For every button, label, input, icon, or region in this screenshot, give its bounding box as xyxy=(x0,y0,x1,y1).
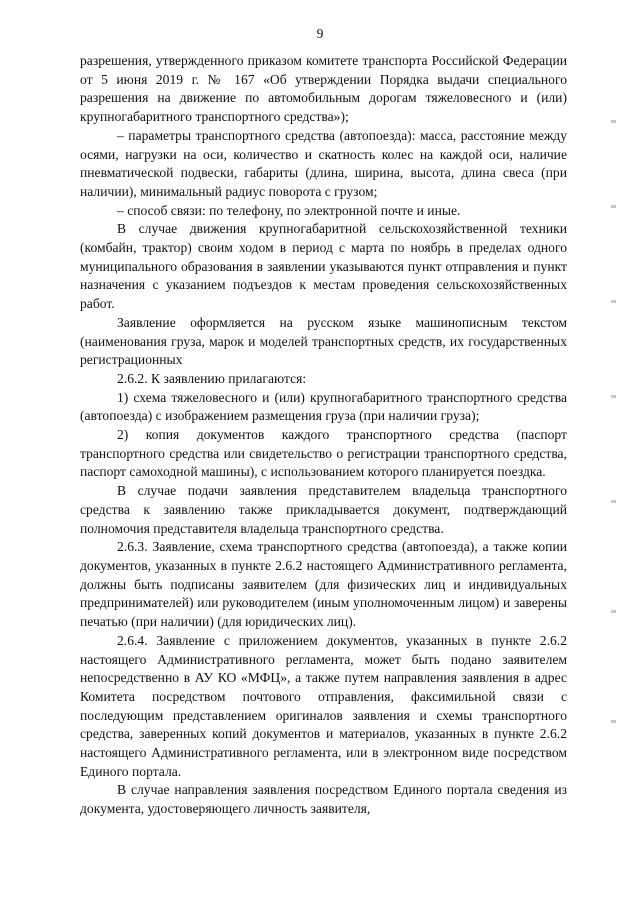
paragraph: 2.6.3. Заявление, схема транспортного средства (автопоезда), а также копии документов, указанных в пункте 2.6.2 настоящего Административного регламента, должны быть подписаны заявителем (для физических лиц и индивидуальных предпринимателей) или руководителем (иным уполномоченным лицом) и заверены печатью (при наличии) (для юридических лиц). xyxy=(80,539,567,630)
paragraph: 2.6.2. К заявлению прилагаются: xyxy=(117,370,307,386)
paragraph: 2.6.4. Заявление с приложением документов, указанных в пункте 2.6.2 настоящего Административного регламента, может быть подано заявителем непосредственно в АУ КО «МФЦ», а также путем направления заявления в адрес Комитета посредством почтового отправления, факсимильной связи с последующим представлением оригиналов заявления и схемы транспортного средства, заверенных копий документов и материалов, указанных в пункте 2.6.2 настоящего Административного регламента, или в электронном виде посредством Единого портала. xyxy=(80,632,567,779)
scan-margin-mark xyxy=(611,120,616,123)
scan-margin-mark xyxy=(611,395,616,398)
paragraph: В случае направления заявления посредством Единого портала сведения из документа, удостоверяющего личность заявителя, xyxy=(80,782,567,817)
paragraph: В случае движения крупногабаритной сельскохозяйственной техники (комбайн, трактор) своим ходом в период с марта по ноябрь в пределах одного муниципального образования в заявлении указываются пункт отправления и пункт назначения с указанием подъездов к местам проведения сельскохозяйственных работ. xyxy=(80,221,567,312)
paragraph: 2) копия документов каждого транспортного средства (паспорт транспортного средства или свидетельство о регистрации транспортного средства, паспорт самоходной машины), с использованием которого планируется поездка. xyxy=(80,427,567,480)
scan-margin-mark xyxy=(611,720,616,723)
paragraph: разрешения, утвержденного приказом комитете транспорта Российской Федерации от 5 июня 2019 г. № 167 «Об утверждении Порядка выдачи специального разрешения на движение по автомобильным дорогам тяжеловесного и (или) крупногабаритного транспортного средства»); xyxy=(80,53,567,125)
scan-margin-mark xyxy=(611,205,616,208)
page-number: 9 xyxy=(316,26,324,41)
paragraph: 1) схема тяжеловесного и (или) крупногабаритного транспортного средства (автопоезда) с изображением размещения груза (при наличии груза); xyxy=(80,389,567,424)
document-body xyxy=(80,52,567,819)
paragraph: – способ связи: по телефону, по электронной почте и иные. xyxy=(117,202,461,218)
paragraph: – параметры транспортного средства (автопоезда): масса, расстояние между осями, нагрузки на оси, количество и скатность колес на каждой оси, наличие пневматической подвески, габариты (длина, ширина, высота, длина свеса (при наличии), минимальный радиус поворота с грузом; xyxy=(80,127,567,199)
scan-margin-mark xyxy=(611,300,616,303)
scan-margin-mark xyxy=(611,610,616,613)
scan-margin-mark xyxy=(611,500,616,503)
paragraph: Заявление оформляется на русском языке машинописным текстом (наименования груза, марок и моделей транспортных средств, их государственных регистрационных xyxy=(80,314,567,368)
paragraph: В случае подачи заявления представителем владельца транспортного средства к заявлению также прикладывается документ, подтверждающий полномочия представителя владельца транспортного средства. xyxy=(80,483,567,536)
